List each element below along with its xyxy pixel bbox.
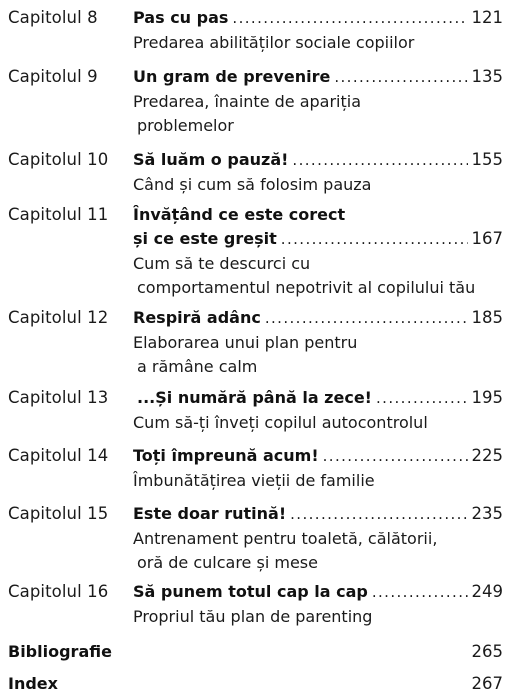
chapter-title-row (133, 306, 503, 330)
chapter-title: Pas cu pas (133, 8, 229, 27)
toc-entry-chapter-13[interactable] (0, 386, 519, 436)
chapter-title: Respiră adânc (133, 308, 261, 327)
chapter-subtitle: Îmbunătățirea vieții de familie (133, 471, 375, 490)
chapter-label: Capitolul 9 (8, 67, 98, 86)
chapter-label: Capitolul 16 (8, 582, 109, 601)
bibliography-label: Bibliografie (8, 642, 112, 661)
chapter-title: Să luăm o pauză! (133, 150, 289, 169)
chapter-subtitle: Elaborarea unui plan pentru (133, 333, 358, 352)
toc-entry-index[interactable] (0, 672, 519, 696)
chapter-page-number: 135 (471, 67, 503, 86)
toc-entry-chapter-9[interactable] (0, 65, 519, 139)
chapter-label: Capitolul 12 (8, 308, 109, 327)
chapter-title: Un gram de prevenire (133, 67, 331, 86)
chapter-page-number: 225 (471, 446, 503, 465)
chapter-label: Capitolul 15 (8, 504, 109, 523)
dot-leader (334, 65, 467, 89)
chapter-title: Toți împreună acum! (133, 446, 319, 465)
chapter-title: ...Și numără până la zece! (137, 388, 372, 407)
chapter-subtitle: Cum să-ți înveți copilul autocontrolul (133, 413, 428, 432)
toc-entry-bibliography[interactable] (0, 640, 519, 664)
chapter-page-number: 167 (471, 229, 503, 248)
chapter-label: Capitolul 8 (8, 8, 98, 27)
chapter-label: Capitolul 14 (8, 446, 109, 465)
chapter-title-row (133, 580, 503, 604)
toc-entry-chapter-11[interactable] (0, 203, 519, 301)
chapter-label: Capitolul 10 (8, 150, 109, 169)
chapter-subtitle: Propriul tău plan de parenting (133, 607, 373, 626)
chapter-subtitle: Predarea, înainte de apariția (133, 92, 362, 111)
toc-entry-chapter-8[interactable] (0, 6, 519, 56)
toc-entry-chapter-16[interactable] (0, 580, 519, 630)
chapter-page-number: 249 (471, 582, 503, 601)
index-page-number: 267 (471, 674, 503, 693)
chapter-title: și ce este greșit (133, 229, 277, 248)
toc-entry-chapter-14[interactable] (0, 444, 519, 494)
bibliography-page-number: 265 (471, 642, 503, 661)
chapter-page-number: 121 (471, 8, 503, 27)
chapter-subtitle-continued: oră de culcare și mese (137, 553, 318, 572)
toc-entry-chapter-10[interactable] (0, 148, 519, 198)
dot-leader (232, 6, 467, 30)
chapter-subtitle: Cum să te descurci cu (133, 254, 311, 273)
chapter-title-row (133, 65, 503, 89)
chapter-title: Este doar rutină! (133, 504, 287, 523)
chapter-subtitle: Când și cum să folosim pauza (133, 175, 372, 194)
toc-entry-chapter-12[interactable] (0, 306, 519, 380)
chapter-title-row (133, 502, 503, 526)
chapter-subtitle-continued: comportamentul nepotrivit al copilului tău (137, 278, 476, 297)
chapter-subtitle: Predarea abilităților sociale copiilor (133, 33, 415, 52)
chapter-title-row (133, 6, 503, 30)
dot-leader (290, 502, 467, 526)
chapter-page-number: 235 (471, 504, 503, 523)
chapter-title-row (133, 148, 503, 172)
chapter-page-number: 185 (471, 308, 503, 327)
dot-leader (376, 386, 468, 410)
dot-leader (372, 580, 468, 604)
chapter-subtitle-continued: a rămâne calm (137, 357, 258, 376)
dot-leader (265, 306, 468, 330)
index-label: Index (8, 674, 58, 693)
dot-leader (281, 227, 468, 251)
chapter-subtitle: Antrenament pentru toaletă, călătorii, (133, 529, 438, 548)
toc-entry-chapter-15[interactable] (0, 502, 519, 576)
chapter-title-row (133, 227, 503, 251)
chapter-label: Capitolul 13 (8, 388, 109, 407)
chapter-title-line-1: Învățând ce este corect (133, 205, 346, 224)
chapter-subtitle-continued: problemelor (137, 116, 234, 135)
chapter-page-number: 195 (471, 388, 503, 407)
chapter-label: Capitolul 11 (8, 205, 109, 224)
chapter-page-number: 155 (471, 150, 503, 169)
chapter-title: Să punem totul cap la cap (133, 582, 368, 601)
chapter-title-row (133, 386, 503, 410)
chapter-title-row (133, 444, 503, 468)
dot-leader (292, 148, 467, 172)
dot-leader (323, 444, 468, 468)
